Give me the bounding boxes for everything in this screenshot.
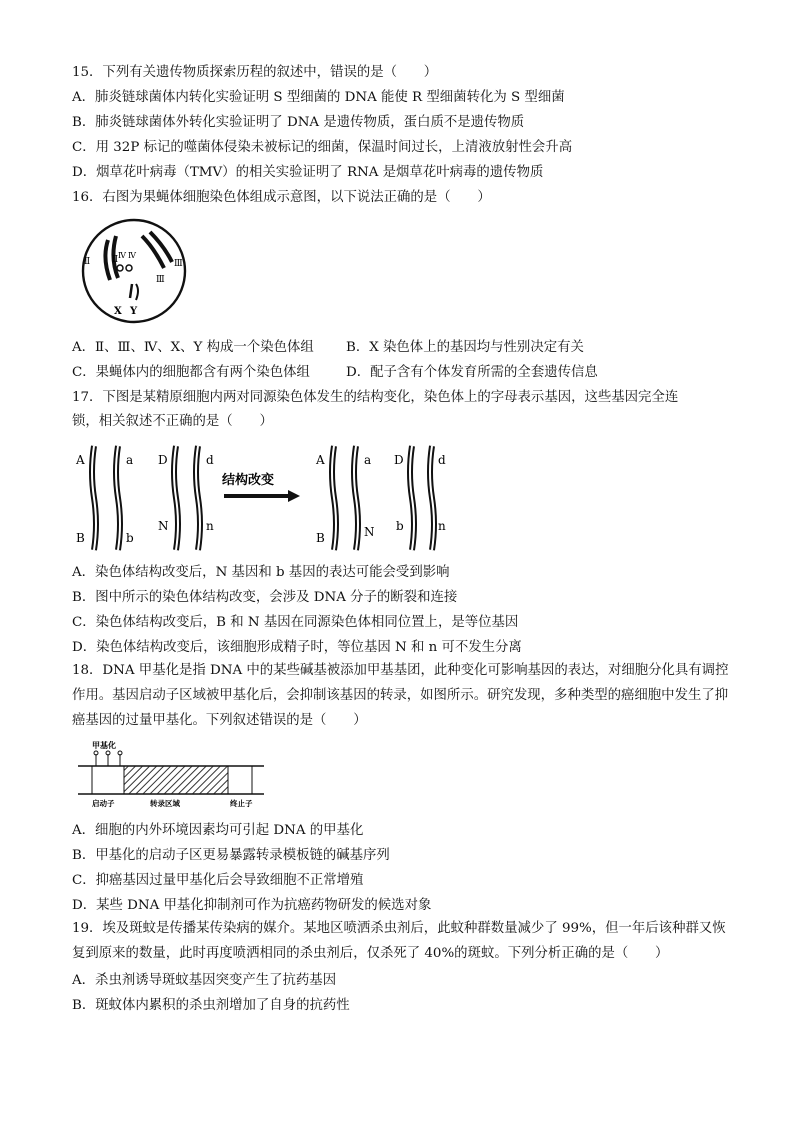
q18-option-a: A．细胞的内外环境因素均可引起 DNA 的甲基化 — [72, 823, 364, 838]
after-gene-D: D — [394, 453, 404, 467]
q19-stem: 19．埃及斑蚊是传播某传染病的媒介。某地区喷洒杀虫剂后，此蚊种群数量减少了 99%，但一年后该种群又恢复到原来的数量，此时再度喷洒相同的杀虫剂后，仅杀死了 40%的斑蚊。下列分析正确的是（ ） — [72, 921, 726, 961]
q15-option-d: D．烟草花叶病毒（TMV）的相关实验证明了 RNA 是烟草花叶病毒的遗传物质 — [72, 165, 544, 180]
q16-stem: 16．右图为果蝇体细胞染色体组成示意图，以下说法正确的是（ ） — [72, 190, 491, 205]
after-gene-N: N — [364, 525, 375, 539]
methyl-label: 甲基化 — [92, 740, 116, 750]
before-gene-d: d — [206, 453, 214, 467]
before-gene-B: B — [76, 531, 85, 545]
before-gene-A: A — [76, 453, 85, 467]
q15-stem: 15．下列有关遗传物质探索历程的叙述中，错误的是（ ） — [72, 65, 438, 80]
label-iii-right: Ⅲ — [174, 259, 183, 269]
q16-option-a: A．Ⅱ、Ⅲ、Ⅳ、X、Y 构成一个染色体组 — [72, 340, 314, 355]
label-iv-right: Ⅳ — [128, 251, 136, 260]
before-gene-a: a — [126, 453, 134, 467]
q16-option-d: D．配子含有个体发育所需的全套遗传信息 — [346, 365, 598, 380]
label-iii-lower: Ⅲ — [156, 275, 165, 285]
label-x: X — [114, 306, 122, 317]
q17-option-d: D．染色体结构改变后，该细胞形成精子时，等位基因 N 和 n 可不发生分离 — [72, 640, 522, 655]
terminator-label: 终止子 — [230, 799, 253, 808]
q17-option-b: B．图中所示的染色体结构改变，会涉及 DNA 分子的断裂和连接 — [72, 590, 458, 605]
label-ii-left: Ⅱ — [84, 257, 91, 267]
q18-option-b: B．甲基化的启动子区更易暴露转录模板链的碱基序列 — [72, 848, 390, 863]
label-y: Y — [130, 306, 138, 317]
before-gene-D: D — [158, 453, 168, 467]
q18-option-d: D．某些 DNA 甲基化抑制剂可作为抗癌药物研发的候选对象 — [72, 898, 432, 913]
q18-option-c: C．抑癌基因过量甲基化后会导致细胞不正常增殖 — [72, 873, 364, 888]
after-gene-d: d — [438, 453, 446, 467]
after-gene-n: n — [438, 519, 446, 533]
q16-option-b: B．X 染色体上的基因均与性别决定有关 — [346, 340, 584, 355]
q15-option-c: C．用 32P 标记的噬菌体侵染未被标记的细菌，保温时间过长，上清液放射性会升高 — [72, 140, 573, 155]
q16-option-c: C．果蝇体内的细胞都含有两个染色体组 — [72, 365, 310, 380]
label-iv-left: Ⅳ — [118, 251, 126, 260]
transcription-label: 转录区域 — [150, 799, 180, 808]
before-gene-N: N — [158, 519, 169, 533]
promoter-label: 启动子 — [92, 799, 115, 808]
arrow-label: 结构改变 — [222, 473, 275, 488]
fruit-fly-chromosome-figure — [78, 218, 190, 324]
before-gene-n: n — [206, 519, 214, 533]
q17-option-c: C．染色体结构改变后，B 和 N 基因在同源染色体相同位置上，是等位基因 — [72, 615, 519, 630]
q15-option-b: B．肺炎链球菌体外转化实验证明了 DNA 是遗传物质，蛋白质不是遗传物质 — [72, 115, 525, 130]
after-gene-a: a — [364, 453, 372, 467]
chromosome-structure-change-figure — [72, 440, 452, 556]
q15-option-a: A．肺炎链球菌体内转化实验证明 S 型细菌的 DNA 能使 R 型细菌转化为 S 型细菌 — [72, 90, 565, 105]
before-gene-b: b — [126, 531, 134, 545]
q19-option-b: B．斑蚊体内累积的杀虫剂增加了自身的抗药性 — [72, 998, 350, 1013]
q17-option-a: A．染色体结构改变后，N 基因和 b 基因的表达可能会受到影响 — [72, 565, 450, 580]
after-gene-B: B — [316, 531, 325, 545]
q17-stem-line1: 17．下图是某精原细胞内两对同源染色体发生的结构变化，染色体上的字母表示基因，这些基因完全连 — [72, 390, 679, 405]
q18-stem: 18．DNA 甲基化是指 DNA 中的某些碱基被添加甲基基团，此种变化可影响基因的表达，对细胞分化具有调控作用。基因启动子区域被甲基化后，会抑制该基因的转录，如图所示。研究发现，多种类型的癌细胞中发生了抑癌基因的过量甲基化。下列叙述错误的是（ ） — [72, 663, 729, 728]
after-gene-b: b — [396, 519, 404, 533]
label-ii-right: Ⅱ — [112, 255, 119, 265]
q19-option-a: A．杀虫剂诱导斑蚊基因突变产生了抗药基因 — [72, 973, 337, 988]
after-gene-A: A — [316, 453, 325, 467]
q17-stem-line2: 锁，相关叙述不正确的是（ ） — [72, 414, 273, 429]
dna-methylation-figure — [78, 738, 264, 808]
